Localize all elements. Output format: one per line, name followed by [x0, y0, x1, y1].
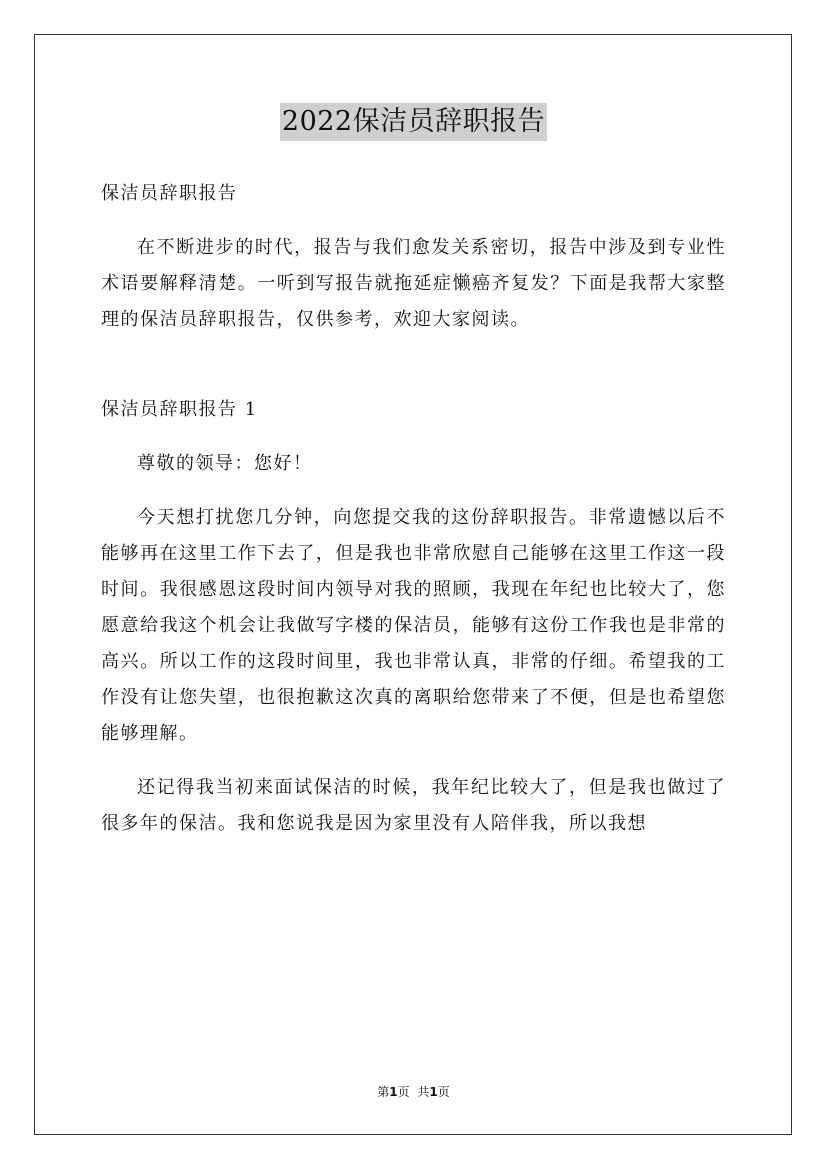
body-paragraph: 今天想打扰您几分钟，向您提交我的这份辞职报告。非常遗憾以后不能够再在这里工作下去了，但是我也非常欣慰自己能够在这里工作这一段时间。我很感恩这段时间内领导对我的照顾，我现在年纪也比较大了，您愿意给我这个机会让我做写字楼的保洁员，能够有这份工作我也是非常的高兴。所以工作的这段时间里，我也非常认真，非常的仔细。希望我的工作没有让您失望，也很抱歉这次真的离职给您带来了不便，但是也希望您能够理解。	[101, 507, 726, 744]
footer-page-prefix: 第	[377, 1085, 390, 1099]
document-title: 2022保洁员辞职报告	[280, 103, 547, 141]
body-paragraph: 在不断进步的时代，报告与我们愈发关系密切，报告中涉及到专业性术语要解释清楚。一听到写报告就拖延症懒癌齐复发？下面是我帮大家整理的保洁员辞职报告，仅供参考，欢迎大家阅读。	[101, 237, 726, 330]
page-footer	[0, 1082, 827, 1102]
footer-total-number: 1	[429, 1085, 438, 1099]
section-heading: 保洁员辞职报告 1	[101, 399, 258, 420]
document-body	[101, 176, 726, 860]
footer-page-number: 1	[389, 1085, 398, 1099]
body-paragraph: 还记得我当初来面试保洁的时候，我年纪比较大了，但是我也做过了很多年的保洁。我和您说我是因为家里没有人陪伴我，所以我想	[101, 777, 726, 834]
footer-page-suffix: 页	[397, 1085, 410, 1099]
body-paragraph: 尊敬的领导：您好！	[137, 453, 313, 474]
title-wrap	[0, 103, 827, 141]
section-heading: 保洁员辞职报告	[101, 183, 238, 204]
blank-line	[101, 356, 726, 392]
footer-total-suffix: 页	[437, 1085, 450, 1099]
footer-total-prefix: 共	[417, 1085, 430, 1099]
